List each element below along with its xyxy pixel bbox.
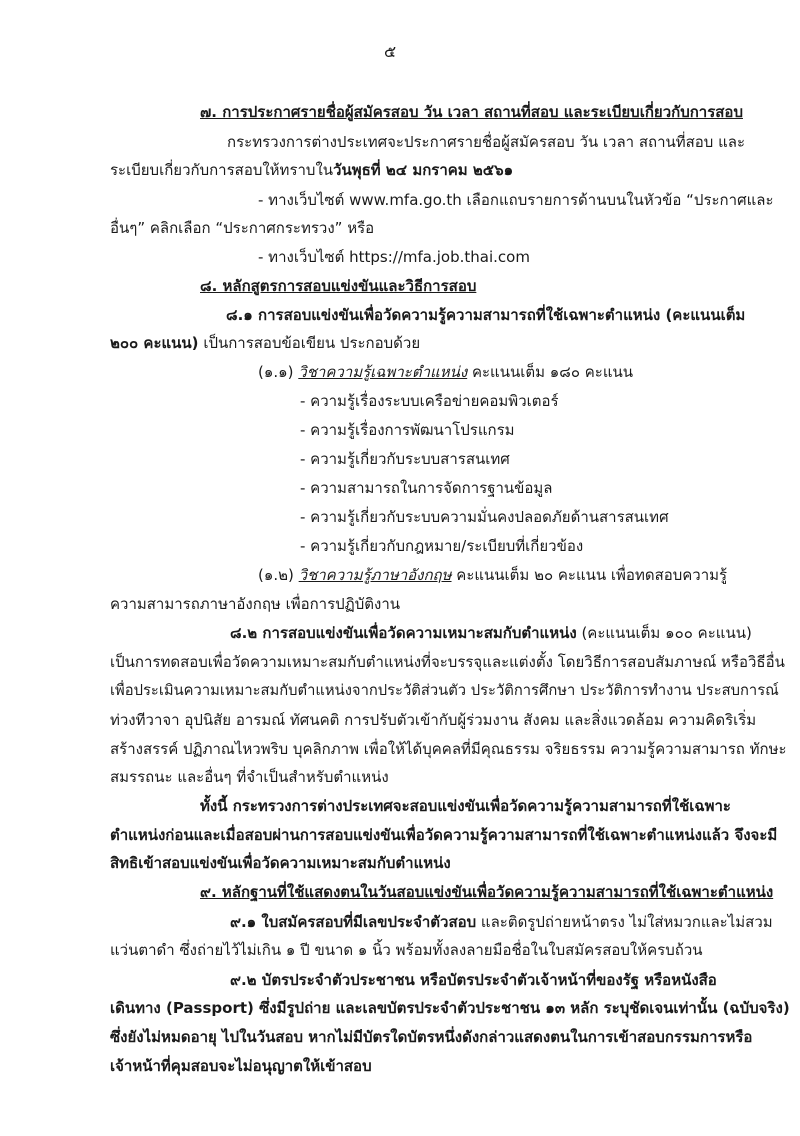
section-8-2-paragraph-line: สมรรถนะ และอื่นๆ ที่จำเป็นสำหรับตำแหน่ง [110,768,389,786]
bullet-website-1-cont: อื่นๆ” คลิกเลือก “ประกาศกระทรวง” หรือ [110,219,375,237]
subject-score: คะแนนเต็ม ๑๘๐ คะแนน [467,363,634,381]
subject-title: วิชาความรู้เฉพาะตำแหน่ง [298,363,468,381]
topic-item: - ความรู้เกี่ยวกับกฎหมาย/ระเบียบที่เกี่ยวข้อง [300,537,584,555]
section-8-2-paragraph-line: สร้างสรรค์ ปฏิภาณไหวพริบ บุคลิกภาพ เพื่อให้ได้บุคคลที่มีคุณธรรม จริยธรรม ความรู้ความสามารถ ทักษะ [110,740,787,758]
paragraph-text: เป็นการสอบข้อเขียน ประกอบด้วย [198,334,421,352]
announcement-date: วันพุธที่ ๒๔ มกราคม ๒๕๖๑ [333,161,514,179]
section-9-heading: ๙. หลักฐานที่ใช้แสดงตนในวันสอบแข่งขันเพื่อวัดความรู้ความสามารถที่ใช้เฉพาะตำแหน่ง [200,883,774,901]
subject-1-2 [258,565,727,585]
section-8-2-paragraph-line: ท่วงทีวาจา อุปนิสัย อารมณ์ ทัศนคติ การปรับตัวเข้ากับผู้ร่วมงาน สังคม และสิ่งแวดล้อม ความคิดริเริ่ม [110,711,757,729]
topic-item: - ความรู้เกี่ยวกับระบบสารสนเทศ [300,450,510,468]
bullet-website-1: - ทางเว็บไซต์ www.mfa.go.th เลือกแถบรายการด้านบนในหัวข้อ “ประกาศและ [258,191,774,209]
section-8-2-paragraph-line: เพื่อประเมินความเหมาะสมกับตำแหน่งจากประวัติส่วนตัว ประวัติการศึกษา ประวัติการทำงาน ประสบการณ์ [110,682,779,699]
section-8-heading: ๘. หลักสูตรการสอบแข่งขันและวิธีการสอบ [200,277,477,295]
section-9-2-line: ซึ่งยังไม่หมดอายุ ไปในวันสอบ หากไม่มีบัตรใดบัตรหนึ่งดังกล่าวแสดงตนในการเข้าสอบกรรมการหรือ [110,1028,753,1046]
section-9-2-line: เดินทาง (Passport) ซึ่งมีรูปถ่าย และเลขบัตรประจำตัวประชาชน ๑๓ หลัก ระบุชัดเจนเท่านั้น (ฉบับจริง) [110,999,790,1017]
note-line: ทั้งนี้ กระทรวงการต่างประเทศจะสอบแข่งขันเพื่อวัดความรู้ความสามารถที่ใช้เฉพาะ [200,797,731,815]
subject-number: (๑.๒) [258,566,299,584]
section-9-1-line [230,912,773,932]
topic-item: - ความสามารถในการจัดการฐานข้อมูล [300,479,553,497]
section-7-paragraph-line: กระทรวงการต่างประเทศจะประกาศรายชื่อผู้สมัครสอบ วัน เวลา สถานที่สอบ และ [227,133,745,151]
subject-number: (๑.๑) [258,363,299,381]
topic-item: - ความรู้เรื่องการพัฒนาโปรแกรม [300,421,515,439]
subject-score: คะแนนเต็ม ๒๐ คะแนน เพื่อทดสอบความรู้ [451,566,728,584]
note-line: สิทธิเข้าสอบแข่งขันเพื่อวัดความเหมาะสมกับตำแหน่ง [110,854,451,872]
section-9-2-line: เจ้าหน้าที่คุมสอบจะไม่อนุญาตให้เข้าสอบ [110,1057,372,1075]
subject-1-1 [258,362,633,382]
note-line: ตำแหน่งก่อนและเมื่อสอบผ่านการสอบแข่งขันเพื่อวัดความรู้ความสามารถที่ใช้เฉพาะตำแหน่งแล้ว จึงจะมี [110,826,778,844]
subject-1-2-cont: ความสามารถภาษาอังกฤษ เพื่อการปฏิบัติงาน [110,595,401,613]
total-score: ๒๐๐ คะแนน) [110,334,199,352]
section-8-2-score: (คะแนนเต็ม ๑๐๐ คะแนน) [576,624,752,642]
section-7-heading: ๗. การประกาศรายชื่อผู้สมัครสอบ วัน เวลา สถานที่สอบ และระเบียบเกี่ยวกับการสอบ [200,103,743,121]
section-8-1-line: ๘.๑ การสอบแข่งขันเพื่อวัดความรู้ความสามารถที่ใช้เฉพาะตำแหน่ง (คะแนนเต็ม [226,306,746,324]
section-8-1-line [110,333,420,353]
bullet-website-2: - ทางเว็บไซต์ https://mfa.job.thai.com [258,248,530,266]
section-8-2-title: ๘.๒ การสอบแข่งขันเพื่อวัดความเหมาะสมกับตำแหน่ง [230,624,577,642]
section-9-1-title: ๙.๑ ใบสมัครสอบที่มีเลขประจำตัวสอบ [230,913,477,931]
section-8-2-line [230,623,752,643]
subject-title: วิชาความรู้ภาษาอังกฤษ [298,566,452,584]
topic-item: - ความรู้เรื่องระบบเครือข่ายคอมพิวเตอร์ [300,392,559,410]
section-9-2-line: ๙.๒ บัตรประจำตัวประชาชน หรือบัตรประจำตัวเจ้าหน้าที่ของรัฐ หรือหนังสือ [230,971,717,989]
paragraph-text: และติดรูปถ่ายหน้าตรง ไม่ใส่หมวกและไม่สวม [476,913,773,931]
paragraph-text: ระเบียบเกี่ยวกับการสอบให้ทราบใน [110,161,334,179]
page-number: ๕ [384,42,397,61]
topic-item: - ความรู้เกี่ยวกับระบบความมั่นคงปลอดภัยด้านสารสนเทศ [300,508,669,526]
section-7-paragraph-line [110,160,513,180]
section-8-2-paragraph-line: เป็นการทดสอบเพื่อวัดความเหมาะสมกับตำแหน่งที่จะบรรจุและแต่งตั้ง โดยวิธีการสอบสัมภาษณ์ หรือวิธีอื่น [110,653,785,671]
section-9-1-cont: แว่นตาดำ ซึ่งถ่ายไว้ไม่เกิน ๑ ปี ขนาด ๑ นิ้ว พร้อมทั้งลงลายมือชื่อในใบสมัครสอบให้ครบถ้วน [110,941,703,959]
